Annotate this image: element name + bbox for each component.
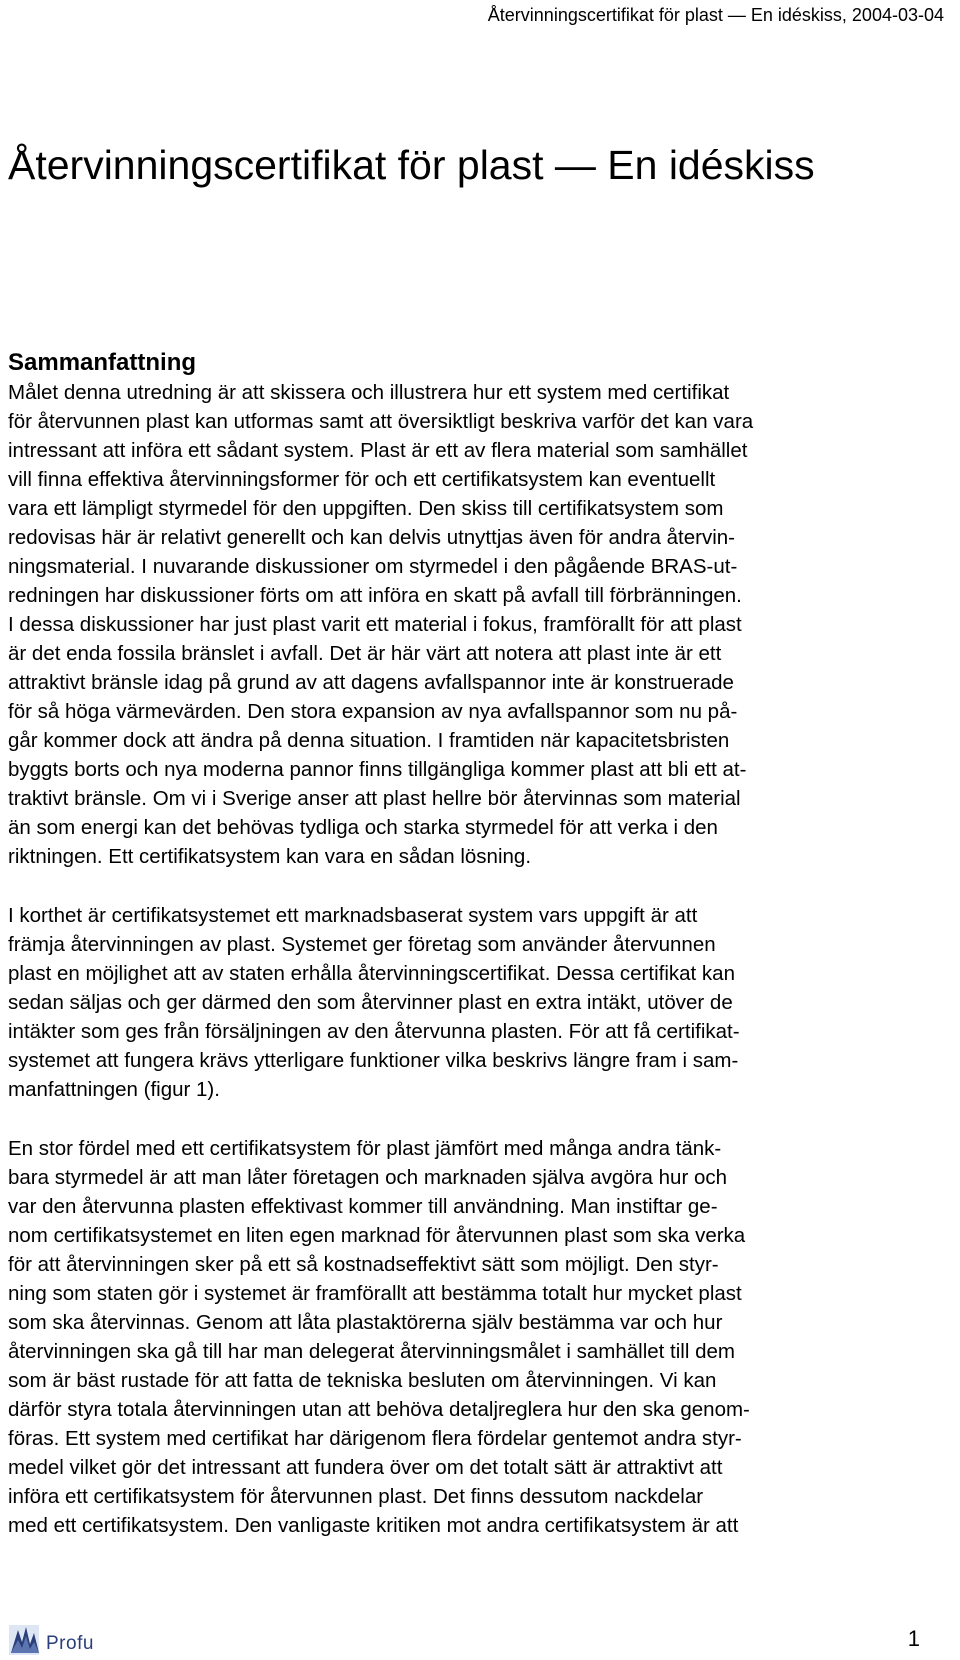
section-heading: Sammanfattning bbox=[8, 349, 197, 376]
text-line: intressant att införa ett sådant system. Plast är ett av flera material som samhället bbox=[8, 439, 748, 462]
text-line: för så höga värmevärden. Den stora expansion av nya avfallspannor som nu på- bbox=[8, 700, 738, 723]
body-paragraph bbox=[8, 1134, 952, 1540]
text-line: medel vilket gör det intressant att fundera över om det totalt sätt är attraktivt att bbox=[8, 1456, 723, 1479]
document-title: Återvinningscertifikat för plast — En idéskiss bbox=[8, 142, 815, 188]
text-line: plast en möjlighet att av staten erhålla återvinningscertifikat. Dessa certifikat kan bbox=[8, 962, 735, 985]
paragraphs bbox=[8, 378, 952, 1540]
text-line: sedan säljas och ger därmed den som återvinner plast en extra intäkt, utöver de bbox=[8, 991, 733, 1014]
text-line: I korthet är certifikatsystemet ett marknadsbaserat system vars uppgift är att bbox=[8, 904, 698, 927]
text-line: I dessa diskussioner har just plast varit ett material i fokus, framförallt för att plast bbox=[8, 613, 742, 636]
paragraph-gap bbox=[8, 1104, 952, 1134]
text-line: än som energi kan det behövas tydliga och starka styrmedel för att verka i den bbox=[8, 816, 718, 839]
running-header: Återvinningscertifikat för plast — En idéskiss, 2004-03-04 bbox=[487, 5, 944, 25]
text-line: därför styra totala återvinningen utan att behöva detaljreglera hur den ska genom- bbox=[8, 1398, 750, 1421]
text-line: med ett certifikatsystem. Den vanligaste kritiken mot andra certifikatsystem är att bbox=[8, 1514, 739, 1537]
body-paragraph bbox=[8, 378, 952, 871]
text-line: är det enda fossila bränslet i avfall. Det är här värt att notera att plast inte är ett bbox=[8, 642, 722, 665]
text-line: bara styrmedel är att man låter företagen och marknaden själva avgöra hur och bbox=[8, 1166, 728, 1189]
text-line: intäkter som ges från försäljningen av den återvunna plasten. För att få certifikat- bbox=[8, 1020, 740, 1043]
text-line: främja återvinningen av plast. Systemet ger företag som använder återvunnen bbox=[8, 933, 716, 956]
logo-text: Profu bbox=[46, 1633, 94, 1654]
text-line: återvinningen ska gå till har man delegerat återvinningsmålet i samhället till dem bbox=[8, 1340, 735, 1363]
text-line: för att återvinningen sker på ett så kostnadseffektivt sätt som möjligt. Den styr- bbox=[8, 1253, 719, 1276]
text-line: redovisas här är relativt generellt och kan delvis utnyttjas även för andra återvin- bbox=[8, 526, 735, 549]
text-line: Målet denna utredning är att skissera och illustrera hur ett system med certifikat bbox=[8, 381, 730, 404]
document-body bbox=[8, 348, 952, 1540]
text-line: föras. Ett system med certifikat har därigenom flera fördelar gentemot andra styr- bbox=[8, 1427, 742, 1450]
text-line: byggts borts och nya moderna pannor finns tillgängliga kommer plast att bli ett at- bbox=[8, 758, 747, 781]
text-line: går kommer dock att ändra på denna situation. I framtiden när kapacitetsbristen bbox=[8, 729, 730, 752]
text-line: vill finna effektiva återvinningsformer för och ett certifikatsystem kan eventuellt bbox=[8, 468, 716, 491]
text-line: systemet att fungera krävs ytterligare funktioner vilka beskrivs längre fram i sam- bbox=[8, 1049, 739, 1072]
text-line: som ska återvinnas. Genom att låta plastaktörerna själv bestämma var och hur bbox=[8, 1311, 723, 1334]
text-line: nom certifikatsystemet en liten egen marknad för återvunnen plast som ska verka bbox=[8, 1224, 746, 1247]
text-line: var den återvunna plasten effektivast kommer till användning. Man instiftar ge- bbox=[8, 1195, 718, 1218]
text-line: riktningen. Ett certifikatsystem kan vara en sådan lösning. bbox=[8, 845, 532, 868]
text-line: manfattningen (figur 1). bbox=[8, 1078, 220, 1101]
text-line: ningsmaterial. I nuvarande diskussioner om styrmedel i den pågående BRAS-ut- bbox=[8, 555, 738, 578]
text-line: införa ett certifikatsystem för återvunnen plast. Det finns dessutom nackdelar bbox=[8, 1485, 704, 1508]
text-line: vara ett lämpligt styrmedel för den uppgiften. Den skiss till certifikatsystem som bbox=[8, 497, 724, 520]
text-line: ning som staten gör i systemet är framförallt att bestämma totalt hur mycket plast bbox=[8, 1282, 742, 1305]
page-number: 1 bbox=[907, 1626, 920, 1651]
profu-logo bbox=[8, 1622, 108, 1656]
text-line: för återvunnen plast kan utformas samt att översiktligt beskriva varför det kan vara bbox=[8, 410, 754, 433]
body-paragraph bbox=[8, 901, 952, 1104]
text-line: attraktivt bränsle idag på grund av att dagens avfallspannor inte är konstruerade bbox=[8, 671, 734, 694]
paragraph-gap bbox=[8, 871, 952, 901]
text-line: redningen har diskussioner förts om att införa en skatt på avfall till förbränningen. bbox=[8, 584, 742, 607]
text-line: som är bäst rustade för att fatta de tekniska besluten om återvinningen. Vi kan bbox=[8, 1369, 717, 1392]
text-line: En stor fördel med ett certifikatsystem för plast jämfört med många andra tänk- bbox=[8, 1137, 722, 1160]
text-line: traktivt bränsle. Om vi i Sverige anser att plast hellre bör återvinnas som material bbox=[8, 787, 741, 810]
